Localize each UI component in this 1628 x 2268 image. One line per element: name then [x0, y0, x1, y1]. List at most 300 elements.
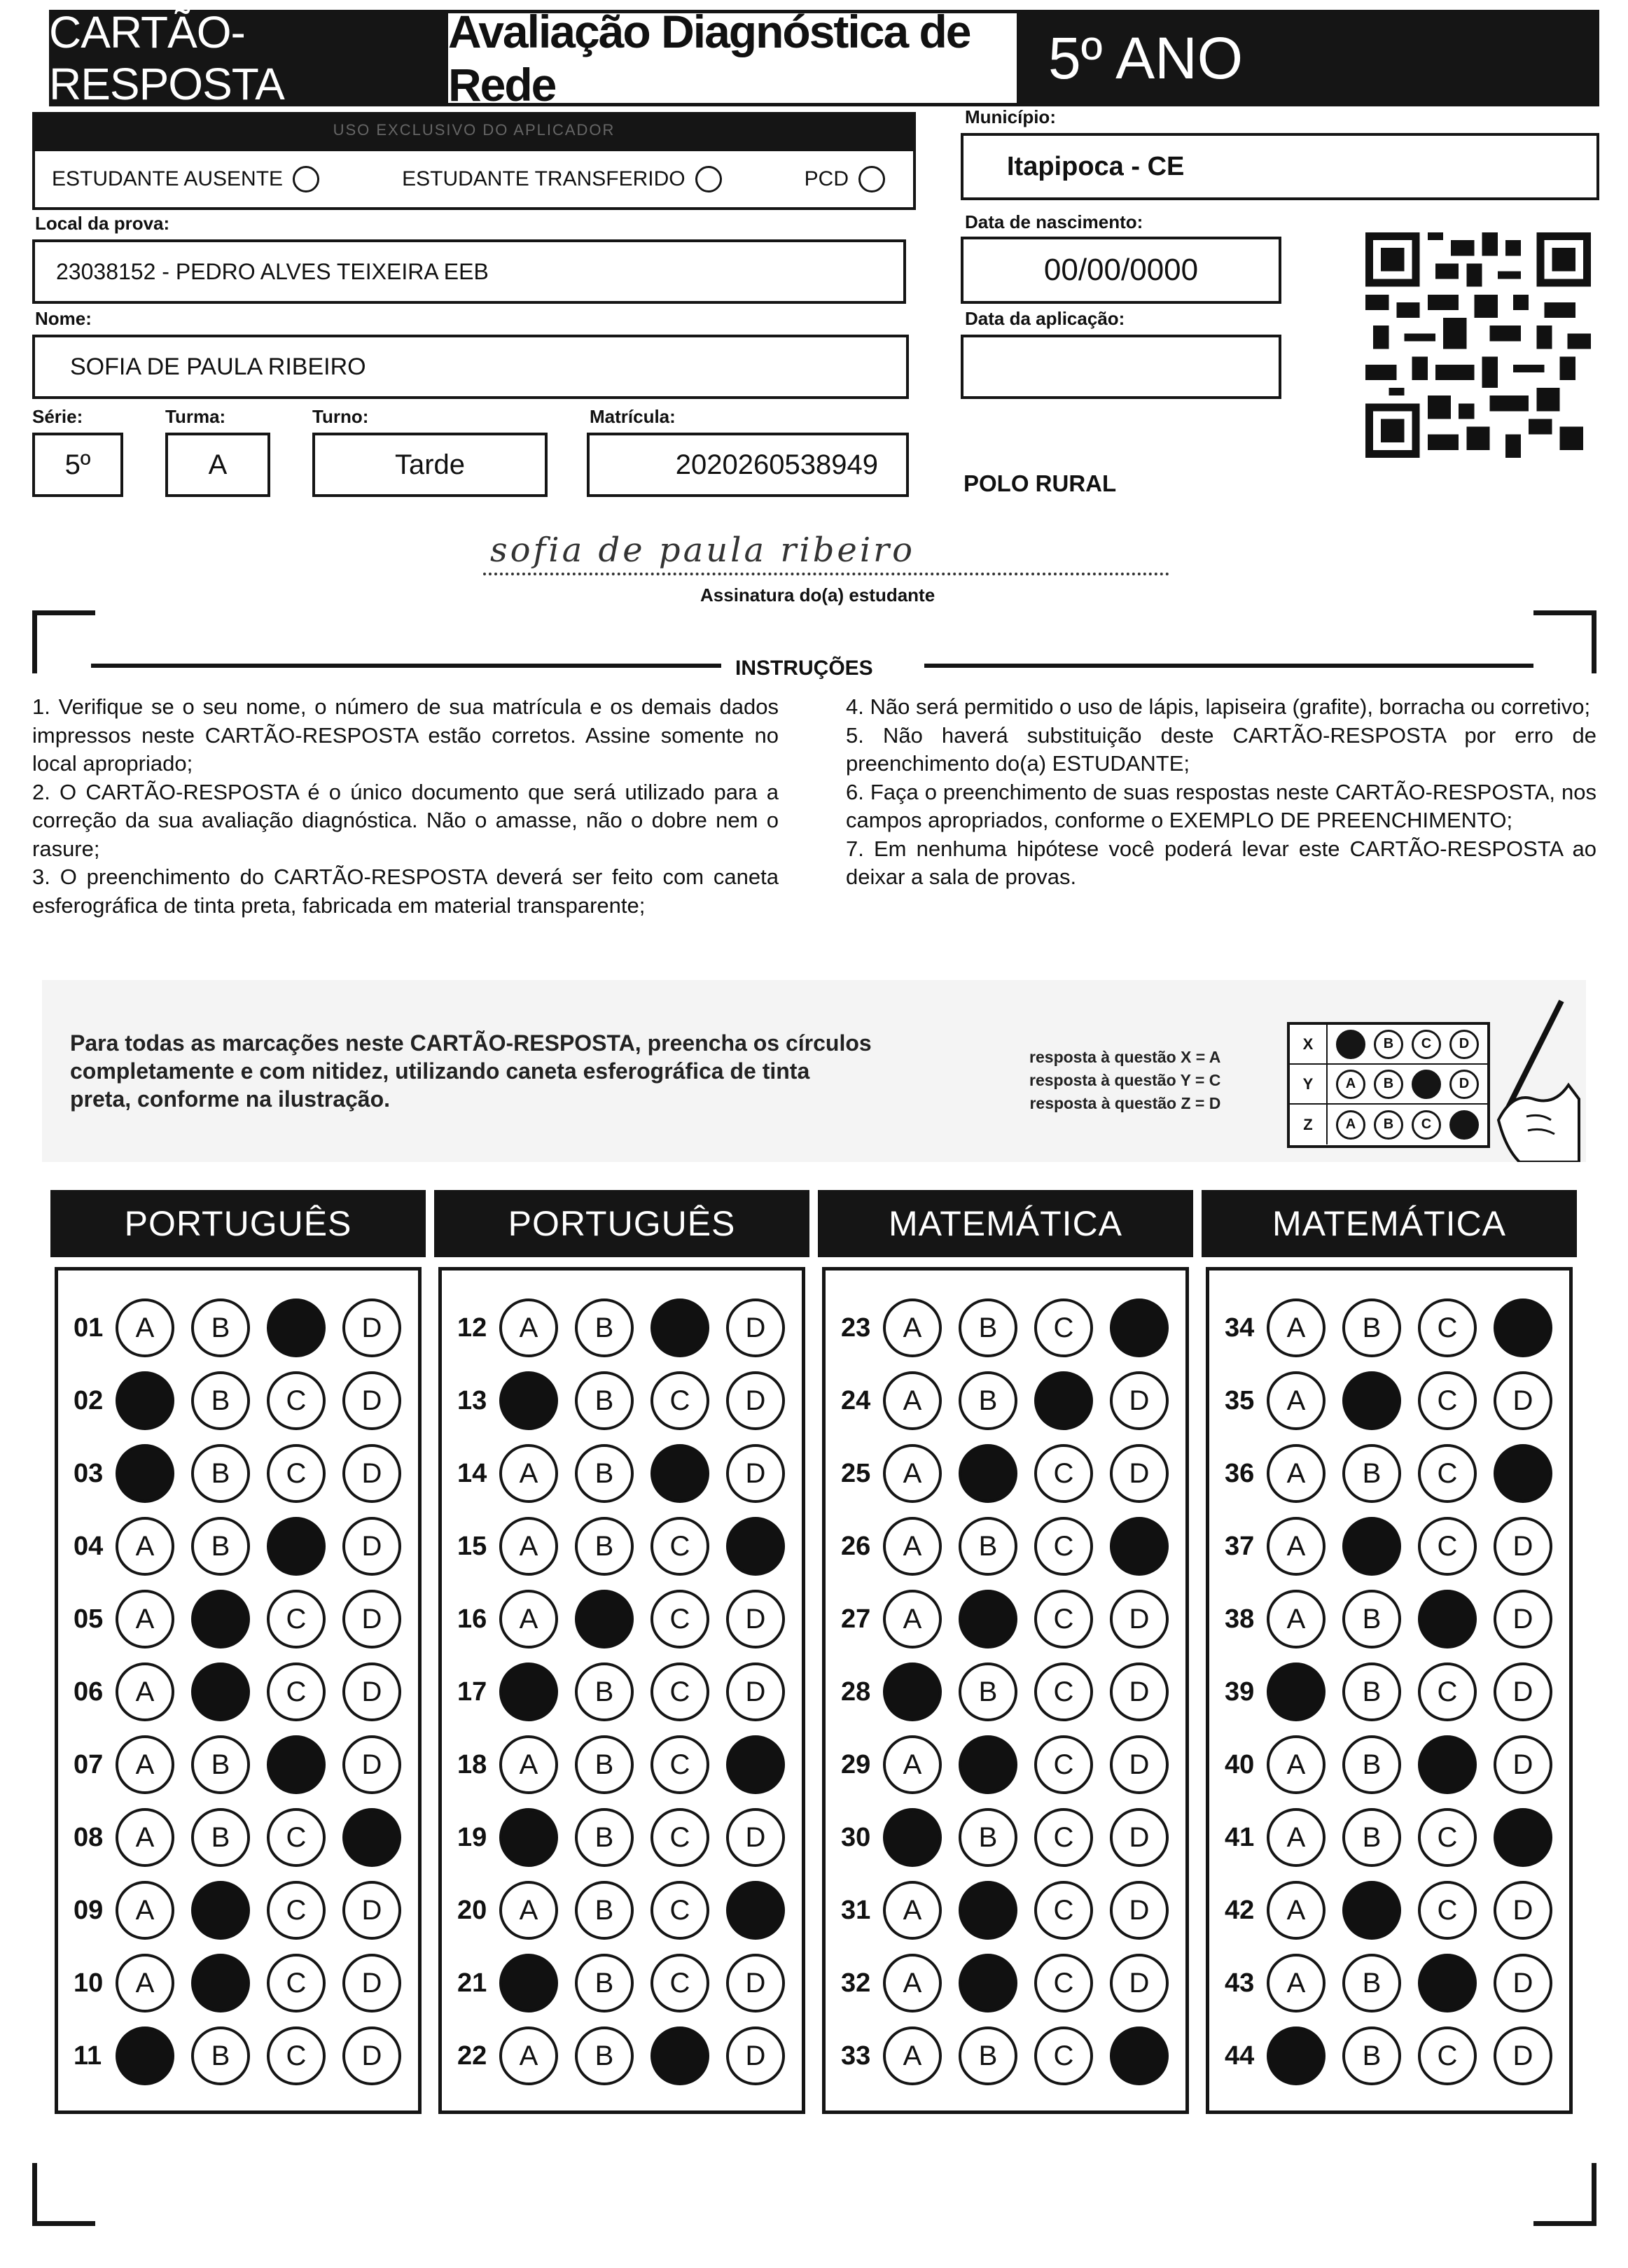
- aplicacao-field: [961, 335, 1281, 399]
- example-question-label: Y: [1290, 1065, 1328, 1103]
- answer-bubble-b[interactable]: B: [575, 1298, 634, 1357]
- question-number: 03: [74, 1458, 104, 1488]
- answer-bubble-a[interactable]: A: [499, 1298, 558, 1357]
- answer-bubble-b[interactable]: B: [1342, 1808, 1401, 1867]
- answer-bubble-a[interactable]: A: [1267, 1808, 1326, 1867]
- answer-bubble-a[interactable]: A: [499, 1735, 558, 1794]
- local-label: Local da prova:: [35, 213, 170, 234]
- instruction-4: 4. Não será permitido o uso de lápis, lapiseira (grafite), borracha ou corretivo;: [846, 694, 1591, 719]
- question-number: 36: [1225, 1458, 1255, 1488]
- applicant-bar: USO EXCLUSIVO DO APLICADOR: [32, 112, 916, 148]
- example-bubble-b: B: [1374, 1030, 1403, 1059]
- answer-bubble-d[interactable]: [1110, 1517, 1169, 1576]
- answer-bubble-a[interactable]: A: [116, 1662, 174, 1721]
- answer-bubble-b[interactable]: B: [575, 1371, 634, 1430]
- aplicacao-label: Data da aplicação:: [965, 308, 1125, 329]
- answer-bubble-c[interactable]: C: [1034, 1735, 1093, 1794]
- answer-bubble-a[interactable]: A: [1267, 1517, 1326, 1576]
- answer-bubble-b[interactable]: B: [575, 1735, 634, 1794]
- question-number: 33: [841, 2040, 871, 2071]
- question-row: [1209, 1728, 1569, 1801]
- turma-label: Turma:: [165, 406, 226, 427]
- question-number: 25: [841, 1458, 871, 1488]
- answer-bubble-b[interactable]: B: [191, 1371, 250, 1430]
- transferred-option[interactable]: [402, 166, 722, 192]
- answer-bubble-b[interactable]: [191, 1954, 250, 2012]
- answer-bubble-c[interactable]: [1418, 1735, 1477, 1794]
- answer-bubble-b[interactable]: B: [575, 1662, 634, 1721]
- question-row: [826, 1437, 1185, 1510]
- answer-bubble-c[interactable]: C: [650, 1735, 709, 1794]
- answer-bubble-a[interactable]: A: [883, 1590, 942, 1648]
- question-row: [1209, 2019, 1569, 2092]
- instruction-6: 6. Faça o preenchimento de suas respostas neste CARTÃO-RESPOSTA, nos campos apropriados, conforme o EXEMPLO DE PREENCHIMENTO;: [846, 779, 1596, 832]
- question-row: [58, 2019, 418, 2092]
- example-bubble-b: B: [1374, 1110, 1403, 1140]
- answer-bubble-b[interactable]: B: [1342, 1444, 1401, 1503]
- pen-hand-icon: [1484, 994, 1582, 1162]
- answer-bubble-c[interactable]: C: [1418, 1298, 1477, 1357]
- answer-bubble-c[interactable]: C: [650, 1662, 709, 1721]
- answer-bubble-d[interactable]: D: [342, 1662, 401, 1721]
- answer-bubble-d[interactable]: D: [1494, 1881, 1552, 1940]
- answer-bubble-a[interactable]: A: [883, 1735, 942, 1794]
- answer-bubble-c[interactable]: [650, 1298, 709, 1357]
- answer-bubble-c[interactable]: [650, 1444, 709, 1503]
- answer-bubble-c[interactable]: C: [1418, 1881, 1477, 1940]
- answer-bubble-c[interactable]: C: [1418, 1444, 1477, 1503]
- question-row: [58, 1947, 418, 2019]
- answer-bubble-c[interactable]: C: [1418, 1662, 1477, 1721]
- answer-bubble-c[interactable]: C: [267, 1954, 326, 2012]
- answer-bubble-a[interactable]: [116, 1444, 174, 1503]
- answer-bubble-c[interactable]: C: [650, 1517, 709, 1576]
- question-row: [442, 1437, 802, 1510]
- answer-bubble-d[interactable]: D: [1110, 1735, 1169, 1794]
- municipio-label: Município:: [965, 106, 1056, 127]
- answer-bubble-d[interactable]: D: [1494, 1371, 1552, 1430]
- question-row: [1209, 1947, 1569, 2019]
- answer-bubble-d[interactable]: D: [726, 1371, 785, 1430]
- answer-bubble-d[interactable]: D: [1494, 1954, 1552, 2012]
- municipio-value: Itapipoca - CE: [1007, 151, 1185, 181]
- matricula-value: 2020260538949: [675, 449, 878, 480]
- answer-bubble-d[interactable]: D: [342, 1881, 401, 1940]
- example-bubble-c: C: [1412, 1030, 1441, 1059]
- corner-mark-top-right: [1533, 610, 1596, 673]
- question-number: 15: [457, 1531, 487, 1561]
- question-number: 21: [457, 1968, 487, 1998]
- answer-bubble-b[interactable]: B: [959, 1517, 1017, 1576]
- matricula-field: [587, 433, 909, 497]
- answer-bubble-a[interactable]: A: [499, 1444, 558, 1503]
- answer-bubble-c[interactable]: C: [1034, 1662, 1093, 1721]
- pcd-option[interactable]: [805, 166, 885, 192]
- answer-bubble-c[interactable]: C: [1034, 1298, 1093, 1357]
- question-number: 04: [74, 1531, 104, 1561]
- absent-label: ESTUDANTE AUSENTE: [52, 167, 284, 190]
- answer-bubble-a[interactable]: A: [883, 2026, 942, 2085]
- question-row: [826, 2019, 1185, 2092]
- answer-bubble-d[interactable]: D: [1494, 1662, 1552, 1721]
- answer-bubble-a[interactable]: [499, 1371, 558, 1430]
- answer-bubble-c[interactable]: C: [267, 1371, 326, 1430]
- answer-bubble-d[interactable]: [1494, 1298, 1552, 1357]
- applicant-options: [32, 148, 916, 210]
- answer-bubble-a[interactable]: [499, 1808, 558, 1867]
- answer-bubble-c[interactable]: C: [650, 1881, 709, 1940]
- answer-bubble-d[interactable]: D: [1494, 1735, 1552, 1794]
- answer-bubble-a[interactable]: A: [1267, 1444, 1326, 1503]
- answer-bubble-c[interactable]: C: [650, 1808, 709, 1867]
- answer-bubble-c[interactable]: C: [1418, 1517, 1477, 1576]
- answer-bubble-b[interactable]: B: [959, 1371, 1017, 1430]
- answer-bubble-d[interactable]: D: [726, 1444, 785, 1503]
- instructions-rule-right: [924, 664, 1533, 668]
- answer-bubble-c[interactable]: C: [267, 1590, 326, 1648]
- answer-bubble-d[interactable]: D: [726, 1590, 785, 1648]
- fill-example-grid: [1287, 1022, 1490, 1148]
- legend-z: resposta à questão Z = D: [1029, 1094, 1221, 1112]
- question-row: [826, 1874, 1185, 1947]
- section-title: PORTUGUÊS: [50, 1190, 426, 1257]
- question-number: 34: [1225, 1312, 1255, 1343]
- question-number: 20: [457, 1895, 487, 1925]
- answer-bubble-a[interactable]: A: [499, 2026, 558, 2085]
- instruction-1: 1. Verifique se o seu nome, o número de sua matrícula e os demais dados impressos neste CARTÃO-RESPOSTA estão corretos. Assine somente no local apropriado;: [32, 694, 779, 776]
- answer-bubble-a[interactable]: [1267, 2026, 1326, 2085]
- question-row: [1209, 1801, 1569, 1874]
- example-bubble-c: C: [1412, 1110, 1441, 1140]
- example-bubble-a: A: [1336, 1070, 1365, 1099]
- answer-bubble-c[interactable]: [267, 1517, 326, 1576]
- example-bubble-b: B: [1374, 1070, 1403, 1099]
- answer-bubble-d[interactable]: D: [342, 1954, 401, 2012]
- answer-bubble-a[interactable]: A: [1267, 1590, 1326, 1648]
- answer-bubble-b[interactable]: [959, 1590, 1017, 1648]
- answer-bubble-c[interactable]: C: [1034, 2026, 1093, 2085]
- answer-bubble-c[interactable]: C: [267, 1444, 326, 1503]
- answer-bubble-b[interactable]: B: [191, 1808, 250, 1867]
- signature-line[interactable]: [483, 573, 1169, 575]
- pcd-label: PCD: [804, 167, 849, 190]
- question-number: 13: [457, 1385, 487, 1415]
- section-title: PORTUGUÊS: [434, 1190, 809, 1257]
- answer-bubble-c[interactable]: C: [1034, 1808, 1093, 1867]
- answer-bubble-b[interactable]: [191, 1662, 250, 1721]
- question-row: [1209, 1510, 1569, 1583]
- answer-bubble-d[interactable]: [726, 1517, 785, 1576]
- answer-bubble-d[interactable]: D: [1110, 1371, 1169, 1430]
- answer-bubble-a[interactable]: A: [116, 1517, 174, 1576]
- answer-bubble-a[interactable]: A: [1267, 1881, 1326, 1940]
- municipio-field: [961, 133, 1599, 200]
- answer-bubble-a[interactable]: A: [1267, 1954, 1326, 2012]
- question-number: 31: [841, 1895, 871, 1925]
- answer-bubble-d[interactable]: D: [1110, 1808, 1169, 1867]
- question-number: 10: [74, 1968, 104, 1998]
- answer-bubble-b[interactable]: B: [575, 1444, 634, 1503]
- answer-bubble-a[interactable]: A: [116, 1954, 174, 2012]
- answer-bubble-b[interactable]: B: [1342, 1735, 1401, 1794]
- question-number: 42: [1225, 1895, 1255, 1925]
- answer-bubble-b[interactable]: B: [1342, 2026, 1401, 2085]
- question-number: 40: [1225, 1749, 1255, 1779]
- answer-bubble-a[interactable]: A: [116, 1735, 174, 1794]
- question-number: 41: [1225, 1822, 1255, 1852]
- question-row: [1209, 1656, 1569, 1728]
- question-number: 18: [457, 1749, 487, 1779]
- absent-circle[interactable]: [293, 166, 319, 192]
- question-row: [826, 1583, 1185, 1656]
- answer-bubble-c[interactable]: [1034, 1371, 1093, 1430]
- answer-bubble-c[interactable]: C: [267, 1662, 326, 1721]
- answer-bubble-d[interactable]: D: [1110, 1954, 1169, 2012]
- answer-bubble-c[interactable]: C: [1034, 1517, 1093, 1576]
- answer-bubble-a[interactable]: [499, 1954, 558, 2012]
- answer-bubble-c[interactable]: C: [1418, 1808, 1477, 1867]
- instruction-5: 5. Não haverá substituição deste CARTÃO-RESPOSTA por erro de preenchimento do(a) ESTUDANTE;: [846, 722, 1596, 776]
- answer-bubble-c[interactable]: C: [650, 1590, 709, 1648]
- example-bubble-a: A: [1336, 1110, 1365, 1140]
- answer-bubble-a[interactable]: A: [883, 1298, 942, 1357]
- answer-bubble-c[interactable]: C: [1034, 1881, 1093, 1940]
- signature-label: Assinatura do(a) estudante: [700, 584, 935, 606]
- answer-bubble-d[interactable]: D: [726, 1662, 785, 1721]
- question-row: [442, 1510, 802, 1583]
- answer-bubble-a[interactable]: A: [499, 1590, 558, 1648]
- answer-bubble-c[interactable]: C: [650, 1371, 709, 1430]
- answer-bubble-d[interactable]: D: [342, 1371, 401, 1430]
- answer-bubble-b[interactable]: B: [191, 1735, 250, 1794]
- answer-bubble-a[interactable]: A: [883, 1444, 942, 1503]
- answer-bubble-a[interactable]: A: [883, 1517, 942, 1576]
- answer-bubble-d[interactable]: D: [342, 1517, 401, 1576]
- answer-bubble-d[interactable]: D: [342, 2026, 401, 2085]
- question-row: [442, 1947, 802, 2019]
- answer-bubble-a[interactable]: A: [1267, 1371, 1326, 1430]
- answer-bubble-a[interactable]: A: [1267, 1298, 1326, 1357]
- answer-bubble-d[interactable]: D: [726, 1808, 785, 1867]
- answer-bubble-b[interactable]: B: [191, 1517, 250, 1576]
- answer-bubble-d[interactable]: [726, 1881, 785, 1940]
- answer-bubble-a[interactable]: A: [116, 1298, 174, 1357]
- answer-bubble-b[interactable]: B: [959, 1298, 1017, 1357]
- answer-bubble-d[interactable]: D: [726, 2026, 785, 2085]
- question-number: 23: [841, 1312, 871, 1343]
- answer-bubble-c[interactable]: [650, 2026, 709, 2085]
- answer-bubble-b[interactable]: B: [575, 1517, 634, 1576]
- answer-bubble-a[interactable]: A: [1267, 1735, 1326, 1794]
- answer-bubble-b[interactable]: [575, 1590, 634, 1648]
- matricula-label: Matrícula:: [590, 406, 676, 427]
- question-row: [826, 1947, 1185, 2019]
- answer-bubble-c[interactable]: C: [1034, 1590, 1093, 1648]
- answer-bubble-b[interactable]: B: [959, 2026, 1017, 2085]
- answer-bubble-a[interactable]: A: [883, 1954, 942, 2012]
- question-number: 29: [841, 1749, 871, 1779]
- answer-bubble-d[interactable]: D: [1494, 1590, 1552, 1648]
- answer-bubble-d[interactable]: D: [726, 1954, 785, 2012]
- answer-bubble-d[interactable]: D: [342, 1444, 401, 1503]
- question-row: [442, 1801, 802, 1874]
- answer-bubble-d[interactable]: [1110, 2026, 1169, 2085]
- answer-bubble-a[interactable]: A: [883, 1881, 942, 1940]
- answer-bubble-a[interactable]: [116, 2026, 174, 2085]
- question-row: [826, 1364, 1185, 1437]
- answer-bubble-d[interactable]: [1110, 1298, 1169, 1357]
- question-number: 19: [457, 1822, 487, 1852]
- turno-field: [312, 433, 548, 497]
- answer-bubble-b[interactable]: [959, 1444, 1017, 1503]
- answer-bubble-d[interactable]: D: [1494, 2026, 1552, 2085]
- answer-bubble-a[interactable]: [883, 1808, 942, 1867]
- corner-mark-top-left: [32, 610, 95, 673]
- local-value: 23038152 - PEDRO ALVES TEIXEIRA EEB: [56, 258, 489, 284]
- answer-bubble-b[interactable]: [959, 1881, 1017, 1940]
- card-title: CARTÃO-RESPOSTA: [49, 10, 445, 106]
- answer-bubble-c[interactable]: C: [1034, 1954, 1093, 2012]
- instructions-left: [32, 693, 779, 920]
- serie-field: [32, 433, 123, 497]
- answer-bubble-b[interactable]: B: [575, 1954, 634, 2012]
- question-number: 27: [841, 1604, 871, 1634]
- answer-bubble-c[interactable]: C: [267, 1881, 326, 1940]
- serie-label: Série:: [32, 406, 83, 427]
- question-row: [58, 1874, 418, 1947]
- example-bubble-d: [1449, 1110, 1479, 1140]
- transferred-circle[interactable]: [695, 166, 722, 192]
- instruction-7: 7. Em nenhuma hipótese você poderá levar este CARTÃO-RESPOSTA ao deixar a sala de provas.: [846, 836, 1596, 889]
- answer-bubble-c[interactable]: [1418, 1590, 1477, 1648]
- question-row: [1209, 1364, 1569, 1437]
- grade-title: 5º ANO: [1020, 10, 1599, 106]
- question-number: 35: [1225, 1385, 1255, 1415]
- answer-bubble-d[interactable]: [726, 1735, 785, 1794]
- answer-bubble-d[interactable]: [342, 1808, 401, 1867]
- answer-bubble-c[interactable]: [267, 1735, 326, 1794]
- instructions-title: INSTRUÇÕES: [735, 657, 873, 680]
- answer-bubble-c[interactable]: C: [650, 1954, 709, 2012]
- answer-bubble-d[interactable]: D: [1110, 1444, 1169, 1503]
- answer-bubble-c[interactable]: [267, 1298, 326, 1357]
- answer-bubble-c[interactable]: C: [1034, 1444, 1093, 1503]
- section-title: MATEMÁTICA: [1202, 1190, 1577, 1257]
- turno-value: Tarde: [394, 449, 466, 480]
- question-number: 05: [74, 1604, 104, 1634]
- answer-bubble-b[interactable]: [1342, 1517, 1401, 1576]
- answer-bubble-b[interactable]: B: [575, 2026, 634, 2085]
- answer-bubble-a[interactable]: [116, 1371, 174, 1430]
- exam-title: Avaliação Diagnóstica de Rede: [445, 10, 1020, 106]
- question-number: 09: [74, 1895, 104, 1925]
- answer-bubble-a[interactable]: A: [116, 1590, 174, 1648]
- answer-bubble-b[interactable]: B: [191, 1298, 250, 1357]
- nascimento-value: 00/00/0000: [1043, 253, 1199, 287]
- transferred-label: ESTUDANTE TRANSFERIDO: [402, 167, 686, 190]
- answer-bubble-c[interactable]: [1418, 1954, 1477, 2012]
- answer-bubble-a[interactable]: [1267, 1662, 1326, 1721]
- answer-grid: [55, 1267, 422, 2114]
- name-label: Nome:: [35, 308, 92, 329]
- question-number: 24: [841, 1385, 871, 1415]
- answer-bubble-a[interactable]: A: [499, 1881, 558, 1940]
- question-number: 08: [74, 1822, 104, 1852]
- question-number: 11: [74, 2040, 102, 2071]
- absent-option[interactable]: [52, 166, 319, 192]
- answer-bubble-b[interactable]: B: [1342, 1662, 1401, 1721]
- answer-bubble-b[interactable]: [959, 1954, 1017, 2012]
- answer-bubble-c[interactable]: C: [267, 2026, 326, 2085]
- answer-bubble-d[interactable]: [1494, 1808, 1552, 1867]
- answer-bubble-d[interactable]: D: [1110, 1590, 1169, 1648]
- pcd-circle[interactable]: [858, 166, 885, 192]
- answer-bubble-c[interactable]: C: [267, 1808, 326, 1867]
- question-row: [58, 1364, 418, 1437]
- answer-bubble-c[interactable]: C: [1418, 1371, 1477, 1430]
- question-number: 07: [74, 1749, 104, 1779]
- answer-bubble-b[interactable]: B: [575, 1881, 634, 1940]
- answer-bubble-b[interactable]: B: [1342, 1590, 1401, 1648]
- answer-bubble-d[interactable]: D: [342, 1735, 401, 1794]
- question-number: 37: [1225, 1531, 1255, 1561]
- answer-bubble-b[interactable]: [1342, 1371, 1401, 1430]
- answer-bubble-d[interactable]: D: [342, 1298, 401, 1357]
- signature-handwriting: sofia de paula ribeiro: [490, 531, 916, 570]
- turno-label: Turno:: [312, 406, 369, 427]
- corner-mark-bottom-right: [1533, 2163, 1596, 2226]
- answer-bubble-b[interactable]: [191, 1881, 250, 1940]
- answer-bubble-b[interactable]: B: [1342, 1298, 1401, 1357]
- question-number: 14: [457, 1458, 487, 1488]
- answer-bubble-a[interactable]: A: [883, 1371, 942, 1430]
- answer-bubble-b[interactable]: B: [191, 2026, 250, 2085]
- question-number: 28: [841, 1676, 871, 1707]
- answer-bubble-d[interactable]: D: [726, 1298, 785, 1357]
- answer-bubble-d[interactable]: D: [1494, 1517, 1552, 1576]
- answer-bubble-d[interactable]: D: [1110, 1662, 1169, 1721]
- legend-x: resposta à questão X = A: [1029, 1048, 1221, 1066]
- answer-bubble-a[interactable]: A: [499, 1517, 558, 1576]
- answer-bubble-b[interactable]: B: [575, 1808, 634, 1867]
- question-row: [1209, 1874, 1569, 1947]
- answer-bubble-a[interactable]: A: [116, 1808, 174, 1867]
- answer-bubble-a[interactable]: [499, 1662, 558, 1721]
- answer-bubble-d[interactable]: [1494, 1444, 1552, 1503]
- instruction-3: 3. O preenchimento do CARTÃO-RESPOSTA deverá ser feito com caneta esferográfica de tinta preta, fabricada em material transparente;: [32, 864, 779, 918]
- answer-bubble-b[interactable]: [191, 1590, 250, 1648]
- question-row: [58, 1801, 418, 1874]
- answer-bubble-d[interactable]: D: [342, 1590, 401, 1648]
- answer-bubble-a[interactable]: [883, 1662, 942, 1721]
- answer-grid: [1206, 1267, 1573, 2114]
- answer-bubble-b[interactable]: B: [191, 1444, 250, 1503]
- question-number: 43: [1225, 1968, 1255, 1998]
- answer-bubble-b[interactable]: B: [959, 1808, 1017, 1867]
- answer-bubble-b[interactable]: B: [959, 1662, 1017, 1721]
- fill-example-legend: [1029, 1046, 1220, 1115]
- answer-bubble-b[interactable]: B: [1342, 1954, 1401, 2012]
- question-row: [58, 1437, 418, 1510]
- answer-bubble-b[interactable]: [959, 1735, 1017, 1794]
- answer-bubble-b[interactable]: [1342, 1881, 1401, 1940]
- name-value: SOFIA DE PAULA RIBEIRO: [70, 353, 366, 380]
- example-bubble-d: D: [1449, 1070, 1479, 1099]
- answer-bubble-a[interactable]: A: [116, 1881, 174, 1940]
- answer-bubble-d[interactable]: D: [1110, 1881, 1169, 1940]
- answer-bubble-c[interactable]: C: [1418, 2026, 1477, 2085]
- question-row: [58, 1656, 418, 1728]
